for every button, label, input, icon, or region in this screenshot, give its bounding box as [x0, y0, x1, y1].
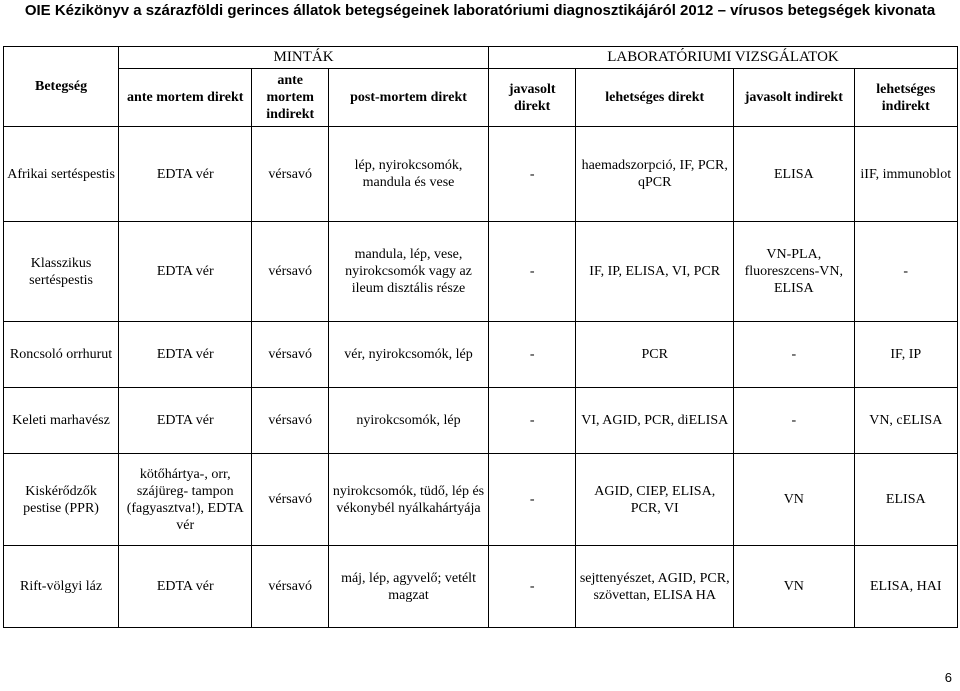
cell-leh-direkt: PCR — [576, 322, 734, 388]
cell-am-indirekt: vérsavó — [252, 127, 329, 222]
cell-am-direkt: EDTA vér — [119, 127, 252, 222]
cell-am-indirekt: vérsavó — [252, 454, 329, 546]
cell-leh-indirekt: iIF, immunoblot — [854, 127, 957, 222]
cell-jav-direkt: - — [488, 127, 575, 222]
cell-am-direkt: EDTA vér — [119, 546, 252, 628]
cell-disease: Kiskérődzők pestise (PPR) — [4, 454, 119, 546]
cell-jav-indirekt: VN-PLA, fluoreszcens-VN, ELISA — [734, 222, 854, 322]
cell-leh-indirekt: - — [854, 222, 957, 322]
page-number: 6 — [944, 670, 952, 685]
diagnostics-table — [3, 46, 958, 628]
cell-leh-indirekt: ELISA — [854, 454, 957, 546]
cell-am-direkt: EDTA vér — [119, 388, 252, 454]
cell-jav-direkt: - — [488, 546, 575, 628]
cell-disease: Rift-völgyi láz — [4, 546, 119, 628]
cell-pm-direkt: vér, nyirokcsomók, lép — [329, 322, 489, 388]
table-row — [4, 454, 958, 546]
header-jav-direkt: javasolt direkt — [488, 69, 575, 127]
cell-am-indirekt: vérsavó — [252, 546, 329, 628]
cell-jav-direkt: - — [488, 454, 575, 546]
cell-jav-indirekt: ELISA — [734, 127, 854, 222]
cell-disease: Roncsoló orrhurut — [4, 322, 119, 388]
cell-am-indirekt: vérsavó — [252, 322, 329, 388]
cell-leh-indirekt: VN, cELISA — [854, 388, 957, 454]
header-am-direkt: ante mortem direkt — [119, 69, 252, 127]
cell-leh-indirekt: IF, IP — [854, 322, 957, 388]
cell-am-direkt: EDTA vér — [119, 322, 252, 388]
cell-jav-direkt: - — [488, 388, 575, 454]
cell-leh-direkt: haemadszorpció, IF, PCR, qPCR — [576, 127, 734, 222]
cell-disease: Klasszikus sertéspestis — [4, 222, 119, 322]
header-leh-direkt: lehetséges direkt — [576, 69, 734, 127]
cell-jav-indirekt: - — [734, 388, 854, 454]
header-lab: LABORATÓRIUMI VIZSGÁLATOK — [488, 47, 957, 69]
header-am-indirekt: ante mortem indirekt — [252, 69, 329, 127]
cell-jav-direkt: - — [488, 222, 575, 322]
document-title: OIE Kézikönyv a szárazföldi gerinces állatok betegségeinek laboratóriumi diagnosztikájáról 2012 – vírusos betegségek kivonata — [24, 2, 936, 19]
table-row — [4, 222, 958, 322]
header-betegseg: Betegség — [4, 47, 119, 127]
cell-am-direkt: kötőhártya-, orr, szájüreg- tampon (fagyasztva!), EDTA vér — [119, 454, 252, 546]
cell-jav-direkt: - — [488, 322, 575, 388]
header-pm-direkt: post-mortem direkt — [329, 69, 489, 127]
table-row — [4, 546, 958, 628]
header-jav-indirekt: javasolt indirekt — [734, 69, 854, 127]
cell-pm-direkt: máj, lép, agyvelő; vetélt magzat — [329, 546, 489, 628]
cell-disease: Afrikai sertéspestis — [4, 127, 119, 222]
cell-am-indirekt: vérsavó — [252, 388, 329, 454]
cell-leh-direkt: AGID, CIEP, ELISA, PCR, VI — [576, 454, 734, 546]
header-leh-indirekt: lehetséges indirekt — [854, 69, 957, 127]
table-row — [4, 322, 958, 388]
cell-pm-direkt: nyirokcsomók, lép — [329, 388, 489, 454]
cell-jav-indirekt: VN — [734, 546, 854, 628]
cell-disease: Keleti marhavész — [4, 388, 119, 454]
cell-leh-direkt: VI, AGID, PCR, diELISA — [576, 388, 734, 454]
cell-jav-indirekt: VN — [734, 454, 854, 546]
cell-leh-direkt: IF, IP, ELISA, VI, PCR — [576, 222, 734, 322]
cell-am-direkt: EDTA vér — [119, 222, 252, 322]
cell-pm-direkt: nyirokcsomók, tüdő, lép és vékonybél nyálkahártyája — [329, 454, 489, 546]
header-mintak: MINTÁK — [119, 47, 489, 69]
cell-pm-direkt: mandula, lép, vese, nyirokcsomók vagy az ileum disztális része — [329, 222, 489, 322]
cell-leh-indirekt: ELISA, HAI — [854, 546, 957, 628]
cell-jav-indirekt: - — [734, 322, 854, 388]
cell-am-indirekt: vérsavó — [252, 222, 329, 322]
cell-leh-direkt: sejttenyészet, AGID, PCR, szövettan, ELISA HA — [576, 546, 734, 628]
table-row — [4, 388, 958, 454]
table-row — [4, 127, 958, 222]
cell-pm-direkt: lép, nyirokcsomók, mandula és vese — [329, 127, 489, 222]
